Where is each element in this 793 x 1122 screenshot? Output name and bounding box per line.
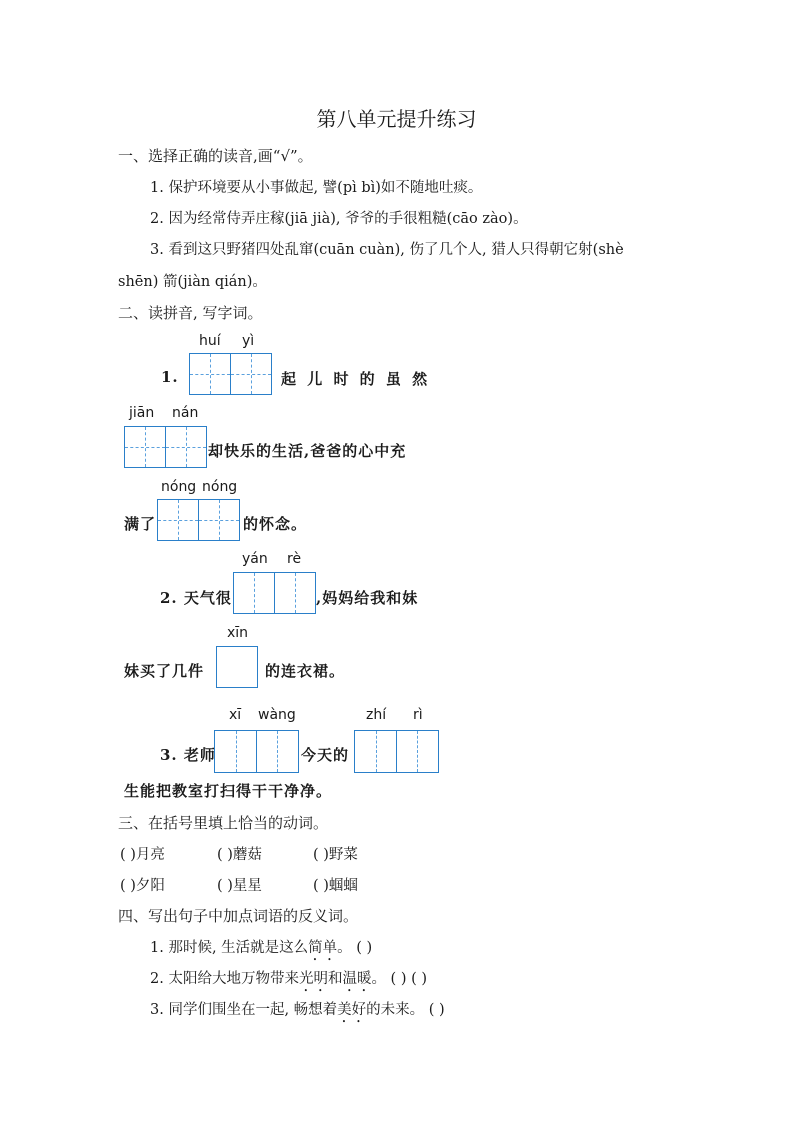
sentence-fragment: 满了	[124, 515, 157, 533]
pinyin-yi: yì	[242, 333, 255, 349]
grid-cell[interactable]	[216, 646, 258, 688]
pinyin-nong-2: nóng	[202, 479, 238, 495]
section-3-heading: 三、在括号里填上恰当的动词。	[118, 814, 329, 832]
sentence-fragment: 3. 老师	[160, 746, 216, 764]
writing-grid-xiwang[interactable]	[214, 730, 299, 773]
pinyin-jian: jiān	[129, 405, 155, 421]
pinyin-hui: huí	[199, 333, 221, 349]
pinyin-xi: xī	[229, 707, 242, 723]
sentence-fragment: 的连衣裙。	[265, 662, 346, 680]
page-title: 第八单元提升练习	[316, 107, 477, 131]
writing-grid-yanre[interactable]	[233, 572, 316, 614]
sentence-fragment: 生能把教室打扫得干干净净。	[124, 782, 333, 800]
grid-cell[interactable]	[354, 730, 397, 773]
answer-blank[interactable]: 。 ( ) ( )	[371, 971, 428, 987]
grid-cell[interactable]	[230, 353, 272, 395]
pinyin-re: rè	[287, 551, 302, 567]
grid-cell[interactable]	[233, 572, 275, 614]
question-4-1	[150, 936, 372, 964]
grid-cell[interactable]	[165, 426, 207, 468]
writing-grid-jiannan[interactable]	[124, 426, 207, 468]
fill-blank-item[interactable]: ( )蘑菇	[217, 847, 262, 863]
q-text: 3. 同学们围坐在一起, 畅想着	[150, 1002, 338, 1018]
fill-blank-item[interactable]: ( )星星	[217, 878, 262, 894]
dotted-word: 简单	[308, 940, 338, 956]
dotted-word: 温暖	[342, 971, 372, 987]
fill-blank-item[interactable]: ( )月亮	[120, 847, 165, 863]
grid-cell[interactable]	[396, 730, 439, 773]
pinyin-yan: yán	[242, 551, 268, 567]
section-4-heading: 四、写出句子中加点词语的反义词。	[118, 907, 359, 925]
sentence-fragment: 妹买了几件	[124, 662, 205, 680]
pinyin-nong-1: nóng	[161, 479, 197, 495]
fill-blank-item[interactable]: ( )蝈蝈	[313, 878, 358, 894]
sentence-fragment: 今天的	[301, 746, 350, 764]
q-text: 2. 太阳给大地万物带来	[150, 971, 299, 987]
question-1-3-line1: 3. 看到这只野猪四处乱窜(cuān cuàn), 伤了几个人, 猎人只得朝它射(shè	[150, 242, 624, 258]
answer-blank[interactable]: 。 ( )	[337, 940, 373, 956]
question-1-3-line2: shēn) 箭(jiàn qián)。	[118, 274, 267, 290]
section-1-heading: 一、选择正确的读音,画“√”。	[118, 147, 313, 165]
dotted-word: 美好	[337, 1002, 367, 1018]
question-1-2: 2. 因为经常侍弄庄稼(jiā jià), 爷爷的手很粗糙(cāo zào)。	[150, 211, 528, 227]
dotted-word: 光明	[298, 971, 328, 987]
fill-blank-item[interactable]: ( )野菜	[313, 847, 358, 863]
grid-cell[interactable]	[157, 499, 199, 541]
writing-grid-huiyi[interactable]	[189, 353, 272, 395]
question-4-3	[150, 998, 445, 1026]
grid-cell[interactable]	[124, 426, 166, 468]
sentence-fragment: ,妈妈给我和妹	[316, 589, 419, 607]
grid-cell[interactable]	[189, 353, 231, 395]
pinyin-zhi: zhí	[366, 707, 387, 723]
grid-cell[interactable]	[274, 572, 316, 614]
question-4-2	[150, 967, 427, 995]
writing-grid-zhiri[interactable]	[354, 730, 439, 773]
sentence-fragment: 起 儿 时 的 虽 然	[281, 370, 429, 388]
item-number: 1.	[161, 368, 179, 386]
fill-blank-item[interactable]: ( )夕阳	[120, 878, 165, 894]
sentence-fragment: 的怀念。	[243, 515, 308, 533]
q-text: 和	[327, 971, 343, 987]
question-1-1: 1. 保护环境要从小事做起, 譬(pì bì)如不随地吐痰。	[150, 180, 483, 196]
q-text: 1. 那时候, 生活就是这么	[150, 940, 309, 956]
grid-cell[interactable]	[198, 499, 240, 541]
grid-cell[interactable]	[214, 730, 257, 773]
sentence-fragment: 却快乐的生活,爸爸的心中充	[208, 442, 407, 460]
grid-cell[interactable]	[256, 730, 299, 773]
writing-grid-xin[interactable]	[216, 646, 258, 688]
pinyin-ri: rì	[413, 707, 423, 723]
pinyin-xin: xīn	[227, 625, 249, 641]
sentence-fragment: 2. 天气很	[160, 589, 232, 607]
writing-grid-nongnong[interactable]	[157, 499, 240, 541]
pinyin-nan: nán	[172, 405, 199, 421]
pinyin-wang: wàng	[258, 707, 296, 723]
answer-blank[interactable]: 的未来。 ( )	[366, 1002, 445, 1018]
section-2-heading: 二、读拼音, 写字词。	[118, 304, 263, 322]
